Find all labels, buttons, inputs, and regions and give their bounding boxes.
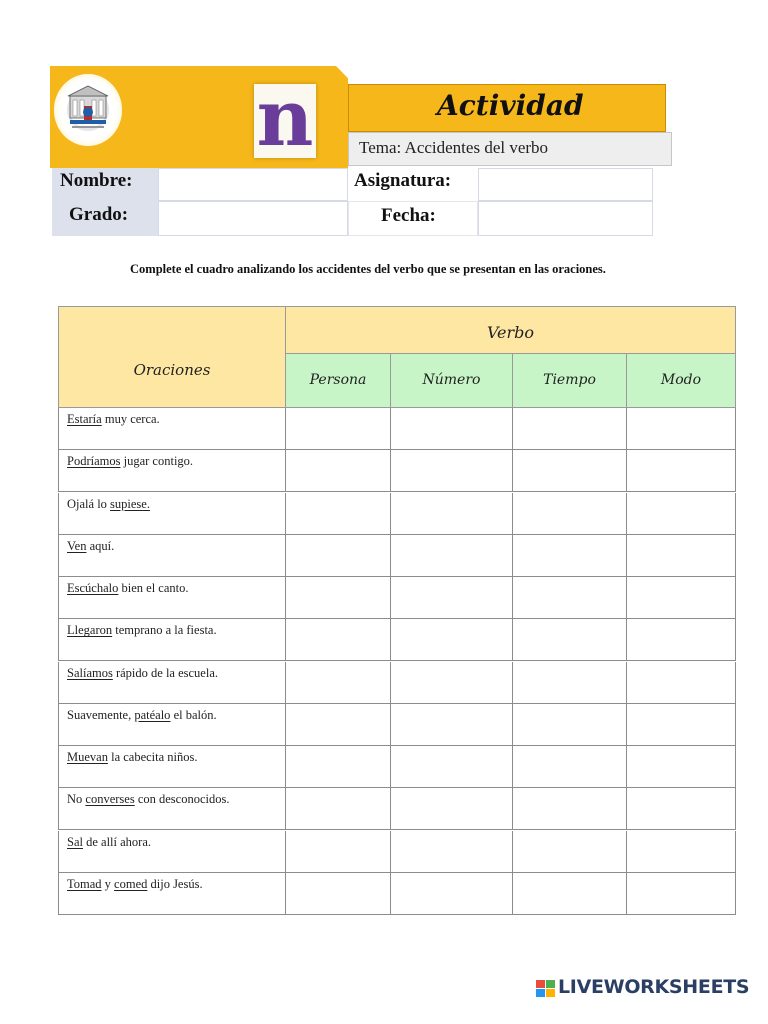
modo-header-label: Modo — [660, 372, 702, 388]
persona-cell[interactable] — [286, 408, 391, 450]
persona-cell[interactable] — [286, 788, 391, 830]
tiempo-cell[interactable] — [513, 746, 627, 788]
numero-cell[interactable] — [391, 746, 513, 788]
sentence-fragment: el balón. — [170, 707, 217, 722]
sentence-text — [67, 454, 193, 469]
liveworksheets-icon — [536, 980, 556, 998]
sentence-fragment: No — [67, 792, 86, 807]
persona-cell[interactable] — [286, 831, 391, 873]
numero-cell[interactable] — [391, 831, 513, 873]
asignatura-label: Asignatura: — [354, 170, 452, 191]
asignatura-label-cell — [348, 168, 478, 201]
modo-cell[interactable] — [627, 704, 736, 746]
modo-cell[interactable] — [627, 535, 736, 577]
tiempo-cell[interactable] — [513, 662, 627, 704]
page-title: Actividad — [437, 89, 584, 122]
sentence-cell — [58, 493, 286, 535]
numero-cell[interactable] — [391, 408, 513, 450]
persona-cell[interactable] — [286, 873, 391, 915]
numero-cell[interactable] — [391, 535, 513, 577]
sentence-fragment: temprano a la fiesta. — [112, 623, 217, 638]
brand-text: LIVEWORKSHEETS — [558, 976, 750, 998]
sentence-fragment: Ojalá lo — [67, 496, 111, 511]
table-row — [58, 873, 736, 915]
student-info-form — [52, 168, 653, 236]
nombre-label: Nombre: — [60, 170, 133, 191]
underlined-verb: Tomad — [67, 876, 102, 891]
underlined-verb: Podríamos — [67, 454, 121, 469]
fecha-label: Fecha: — [381, 205, 436, 226]
underlined-verb: Estaría — [67, 412, 102, 426]
table-row — [58, 662, 736, 704]
grado-label: Grado: — [69, 204, 129, 225]
persona-cell[interactable] — [286, 493, 391, 535]
underlined-verb: Ven — [67, 538, 87, 553]
underlined-verb: Sal — [67, 834, 83, 849]
sentence-cell — [58, 788, 286, 830]
numero-cell[interactable] — [391, 493, 513, 535]
sentence-cell — [58, 873, 286, 915]
asignatura-field[interactable] — [478, 168, 653, 201]
sentence-cell — [58, 831, 286, 873]
modo-cell[interactable] — [627, 873, 736, 915]
school-crest-icon — [54, 74, 122, 146]
tema-text: Tema: Accidentes del verbo — [359, 138, 549, 157]
numero-cell[interactable] — [391, 450, 513, 492]
persona-cell[interactable] — [286, 535, 391, 577]
oraciones-header — [58, 306, 286, 408]
table-row — [58, 746, 736, 788]
persona-header-label: Persona — [309, 372, 367, 388]
sentence-cell — [58, 746, 286, 788]
verbo-header — [286, 306, 736, 354]
tiempo-header-label: Tiempo — [543, 372, 596, 388]
numero-cell[interactable] — [391, 704, 513, 746]
verbo-header-label: Verbo — [486, 323, 535, 342]
persona-header — [286, 354, 391, 408]
nombre-label-cell — [52, 168, 158, 201]
sentence-fragment: de allí ahora. — [82, 834, 152, 849]
table-row — [58, 831, 736, 873]
fecha-field[interactable] — [478, 201, 653, 236]
sentence-cell — [58, 535, 286, 577]
persona-cell[interactable] — [286, 704, 391, 746]
tiempo-cell[interactable] — [513, 408, 627, 450]
modo-cell[interactable] — [627, 788, 736, 830]
sentence-fragment: rápido de la escuela. — [112, 665, 219, 680]
sentence-cell — [58, 450, 286, 492]
numero-cell[interactable] — [391, 788, 513, 830]
oraciones-header-label: Oraciones — [133, 361, 211, 379]
sentence-text — [67, 412, 160, 427]
numero-cell[interactable] — [391, 662, 513, 704]
modo-cell[interactable] — [627, 662, 736, 704]
modo-cell[interactable] — [627, 746, 736, 788]
underlined-verb: patéalo — [134, 707, 171, 722]
sentence-text — [67, 708, 217, 723]
persona-cell[interactable] — [286, 662, 391, 704]
persona-cell[interactable] — [286, 450, 391, 492]
sentence-cell — [58, 577, 286, 619]
sentence-text — [67, 581, 189, 596]
numero-cell[interactable] — [391, 873, 513, 915]
tiempo-cell[interactable] — [513, 577, 627, 619]
tiempo-cell[interactable] — [513, 450, 627, 492]
modo-cell[interactable] — [627, 493, 736, 535]
sentence-fragment: muy cerca. — [101, 412, 160, 426]
persona-cell[interactable] — [286, 746, 391, 788]
sentence-text — [67, 539, 114, 554]
numero-cell[interactable] — [391, 619, 513, 661]
logo-n-card — [254, 73, 316, 164]
underlined-verb: Salíamos — [67, 665, 113, 680]
sentence-text — [67, 835, 151, 850]
underlined-verb: supiese. — [110, 496, 150, 511]
sentence-text — [67, 666, 218, 681]
sentence-cell — [58, 704, 286, 746]
modo-header — [627, 354, 736, 408]
tiempo-cell[interactable] — [513, 831, 627, 873]
grado-label-cell — [52, 201, 158, 236]
sentence-fragment: la cabecita niños. — [107, 750, 198, 764]
sentence-fragment: Suavemente, — [67, 707, 135, 722]
modo-cell[interactable] — [627, 577, 736, 619]
sentence-text — [67, 750, 198, 765]
tiempo-cell[interactable] — [513, 704, 627, 746]
sentence-cell — [58, 619, 286, 661]
persona-cell[interactable] — [286, 619, 391, 661]
modo-cell[interactable] — [627, 450, 736, 492]
numero-header — [391, 354, 513, 408]
tema-box — [348, 132, 672, 166]
table-row — [58, 408, 736, 450]
table-row — [58, 493, 736, 535]
modo-cell[interactable] — [627, 831, 736, 873]
fecha-label-cell — [348, 201, 478, 236]
table-row — [58, 619, 736, 661]
sentence-cell — [58, 408, 286, 450]
grado-field[interactable] — [158, 201, 348, 236]
underlined-verb: Muevan — [67, 750, 108, 764]
tiempo-cell[interactable] — [513, 873, 627, 915]
sentence-text — [67, 877, 203, 892]
underlined-verb: Escúchalo — [67, 581, 119, 595]
table-row — [58, 535, 736, 577]
sentence-fragment: aquí. — [86, 538, 115, 553]
logo-letter: n — [256, 73, 314, 164]
sentence-cell — [58, 662, 286, 704]
tiempo-header — [513, 354, 627, 408]
tiempo-cell[interactable] — [513, 493, 627, 535]
underlined-verb: Llegaron — [67, 623, 113, 638]
tiempo-cell[interactable] — [513, 619, 627, 661]
sentence-fragment: bien el canto. — [118, 581, 189, 595]
table-row — [58, 577, 736, 619]
nombre-field[interactable] — [158, 168, 348, 201]
sentence-fragment: dijo Jesús. — [147, 876, 203, 891]
table-row — [58, 788, 736, 830]
underlined-verb: comed — [114, 876, 148, 891]
sentence-fragment: jugar contigo. — [120, 454, 194, 469]
numero-header-label: Número — [422, 372, 481, 388]
table-row — [58, 704, 736, 746]
sentence-text — [67, 497, 150, 512]
underlined-verb: converses — [85, 792, 135, 807]
sentence-text — [67, 792, 229, 807]
modo-cell[interactable] — [627, 619, 736, 661]
tiempo-cell[interactable] — [513, 788, 627, 830]
sentence-fragment: y — [101, 876, 115, 891]
title-box — [348, 84, 666, 132]
instructions: Complete el cuadro analizando los accidentes del verbo que se presentan en las oraciones. — [130, 262, 606, 276]
sentence-fragment: con desconocidos. — [134, 792, 230, 807]
verb-analysis-table — [58, 306, 736, 915]
modo-cell[interactable] — [627, 408, 736, 450]
tiempo-cell[interactable] — [513, 535, 627, 577]
numero-cell[interactable] — [391, 577, 513, 619]
sentence-text — [67, 623, 217, 638]
table-row — [58, 450, 736, 492]
persona-cell[interactable] — [286, 577, 391, 619]
